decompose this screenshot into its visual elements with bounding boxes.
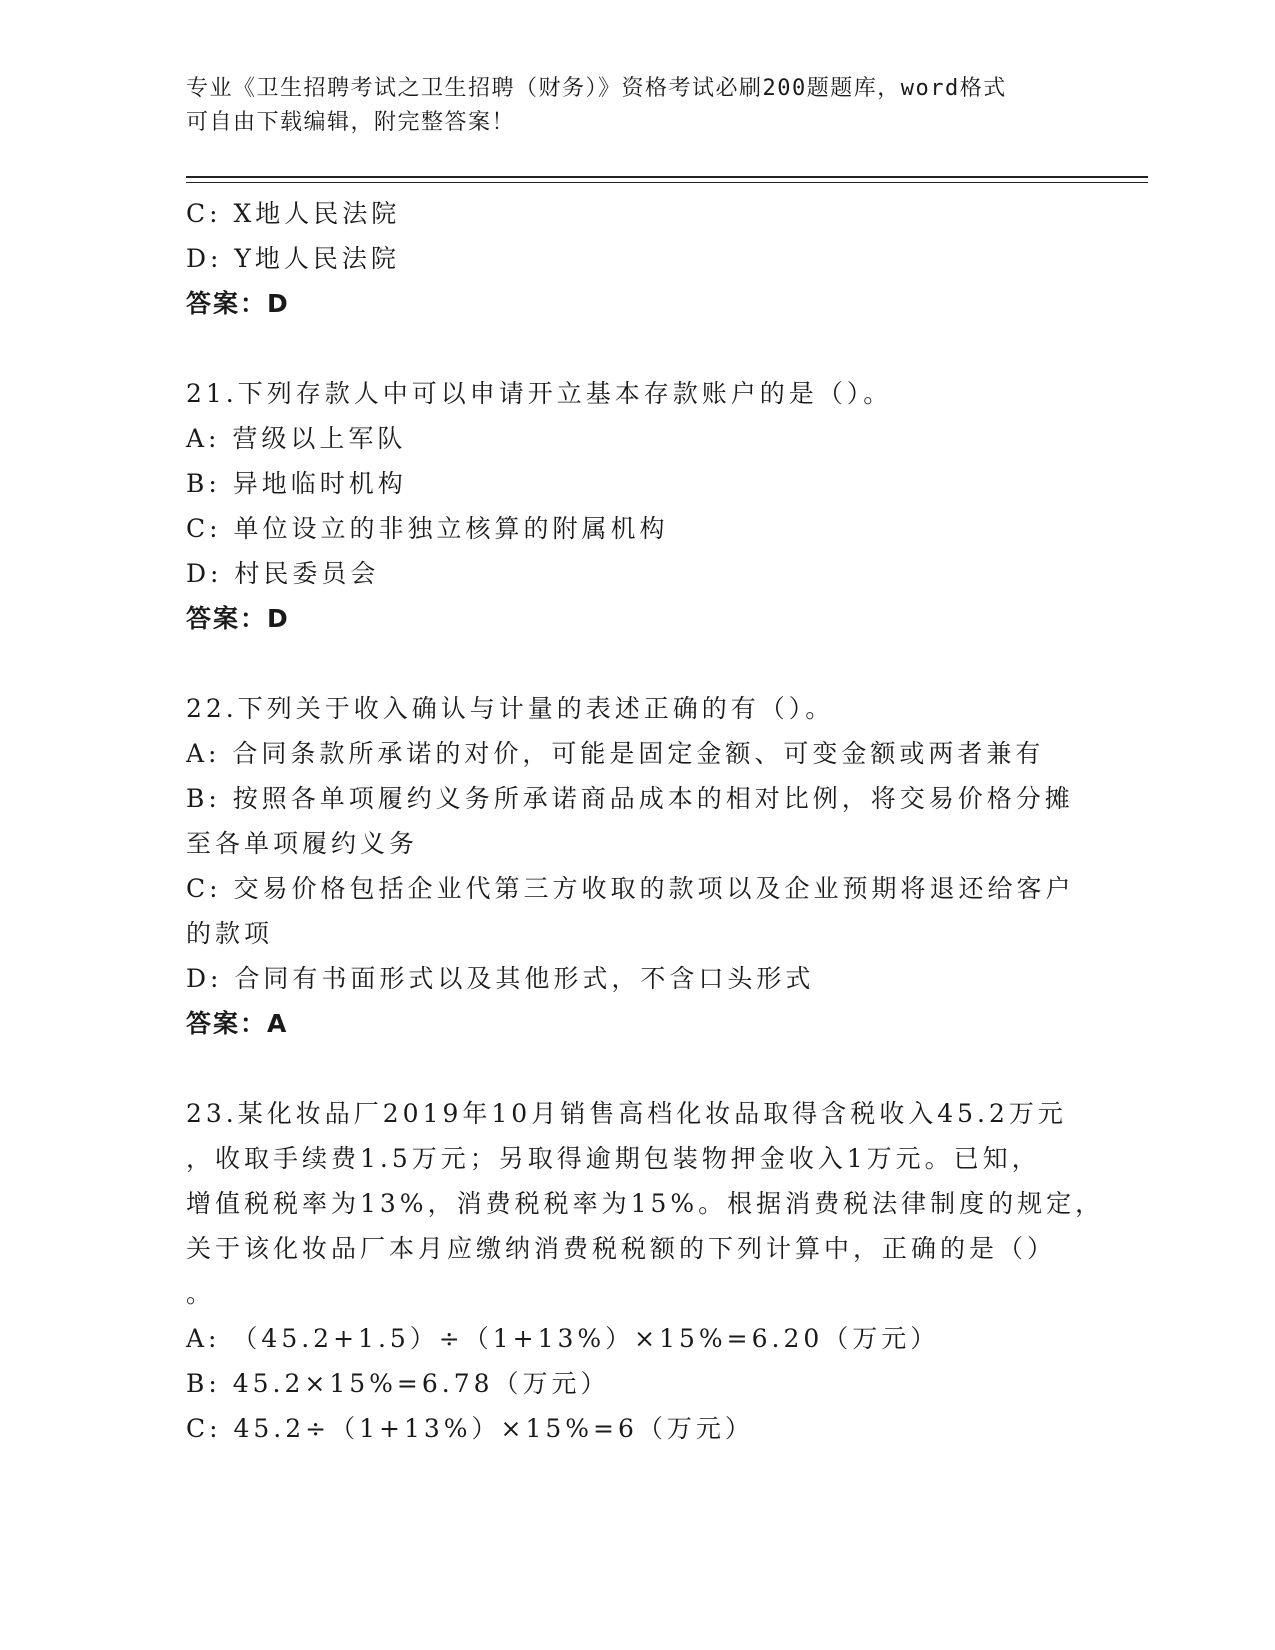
question-stem: 22.下列关于收入确认与计量的表述正确的有（）。 [186, 694, 835, 723]
option-c: C: 45.2÷（1+13%）×15%=6（万元） [186, 1414, 754, 1443]
question-list [186, 191, 1105, 1451]
question-block-20 [186, 191, 1086, 326]
header-line-1: 专业《卫生招聘考试之卫生招聘（财务）》资格考试必刷200题题库，word格式 [186, 76, 1007, 101]
header-line-2: 可自由下载编辑，附完整答案！ [186, 110, 516, 135]
option-a: A: 合同条款所承诺的对价，可能是固定金额、可变金额或两者兼有 [186, 739, 1045, 768]
option-a: A: （45.2+1.5）÷（1+13%）×15%=6.20（万元） [186, 1324, 940, 1353]
question-stem-continued: 关于该化妆品厂本月应缴纳消费税税额的下列计算中，正确的是（） [186, 1234, 1057, 1263]
option-d: D: 合同有书面形式以及其他形式，不含口头形式 [186, 964, 815, 993]
option-c: C: X地人民法院 [186, 199, 401, 228]
option-c-continued: 的款项 [186, 919, 274, 948]
answer: 答案：A [186, 1009, 289, 1038]
answer: 答案：D [186, 289, 290, 318]
question-block-21 [186, 371, 1086, 641]
question-block-23 [186, 1091, 1105, 1451]
option-d: D: 村民委员会 [186, 559, 380, 588]
option-c: C: 交易价格包括企业代第三方收取的款项以及企业预期将退还给客户 [186, 874, 1075, 903]
question-stem: 23.某化妆品厂2019年10月销售高档化妆品取得含税收入45.2万元 [186, 1099, 1067, 1128]
header-rule-thick [186, 176, 1148, 178]
question-stem-continued: ，收取手续费1.5万元；另取得逾期包装物押金收入1万元。已知， [186, 1144, 1041, 1173]
option-c: C: 单位设立的非独立核算的附属机构 [186, 514, 669, 543]
option-b: B: 异地临时机构 [186, 469, 407, 498]
option-a: A: 营级以上军队 [186, 424, 407, 453]
document-header [186, 72, 1066, 140]
question-stem: 21.下列存款人中可以申请开立基本存款账户的是（）。 [186, 379, 893, 408]
option-b: B: 45.2×15%=6.78（万元） [186, 1369, 610, 1398]
header-rule-thin [186, 182, 1148, 183]
option-d: D: Y地人民法院 [186, 244, 400, 273]
option-b: B: 按照各单项履约义务所承诺商品成本的相对比例，将交易价格分摊 [186, 784, 1074, 813]
option-b-continued: 至各单项履约义务 [186, 829, 419, 858]
question-block-22 [186, 686, 1086, 1046]
question-stem-continued: 。 [186, 1279, 216, 1308]
answer: 答案：D [186, 604, 290, 633]
question-stem-continued: 增值税税率为13%，消费税税率为15%。根据消费税法律制度的规定， [186, 1189, 1105, 1218]
